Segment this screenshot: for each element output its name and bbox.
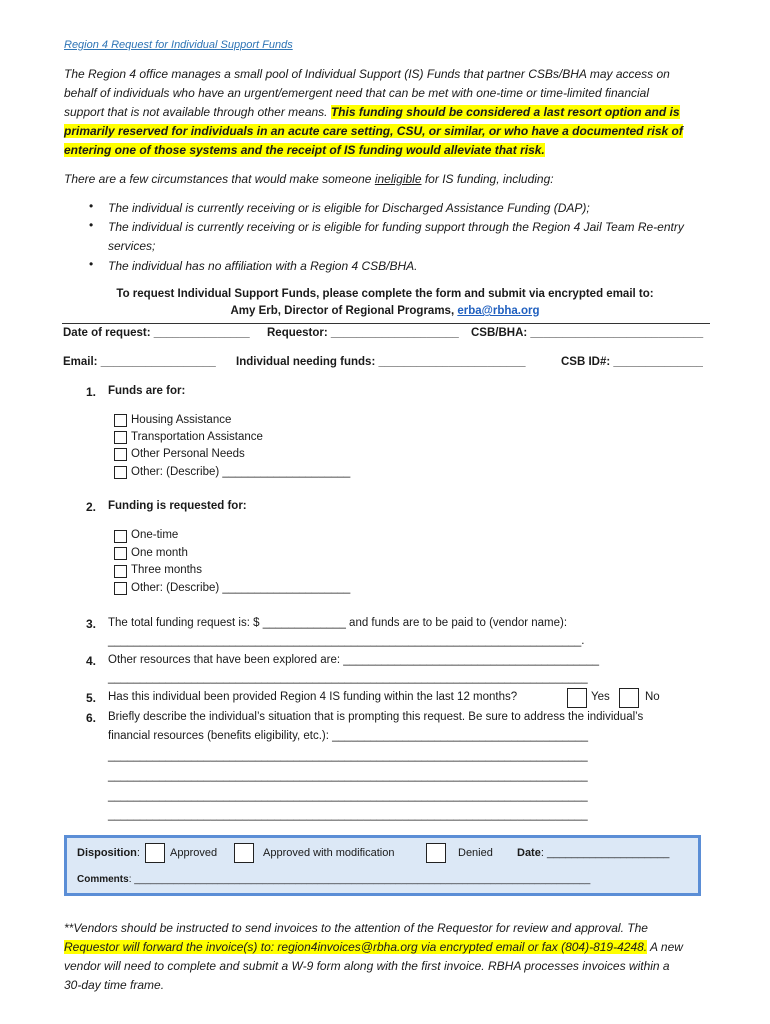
funds-other-label[interactable]: Other: (Describe) ____________________ [131,466,351,478]
approved-with-modification-label: Approved with modification [263,847,395,859]
q6-number: 6. [86,711,97,725]
footer-line-3: vendor will need to complete and submit a W-9 form along with the first invoice. RBHA processes invoices within a [64,959,670,973]
comments-field[interactable] [77,874,590,885]
intro-line-5 [64,141,545,160]
funds-other-checkbox[interactable] [114,466,127,479]
q1-number: 1. [86,385,97,399]
approved-checkbox[interactable] [145,843,165,863]
bullet-dot: • [89,257,94,271]
bullet-item-3: The individual has no affiliation with a Region 4 CSB/BHA. [108,259,418,273]
disposition-label [77,847,140,859]
submit-instructions: To request Individual Support Funds, please complete the form and submit via encrypted email to: [116,288,654,300]
individual-needing-funds-field[interactable]: Individual needing funds: _______________________ [236,356,526,368]
intro-line-3 [64,103,680,122]
q2-label: Funding is requested for: [108,500,247,512]
approved-label: Approved [170,847,218,859]
bullet-item-2-cont: services; [108,239,156,253]
intro-line-5-highlight: entering one of those systems and the receipt of IS funding would alleviate that risk. [64,143,545,157]
q1-label: Funds are for: [108,385,186,397]
footer-line-1: **Vendors should be instructed to send invoices to the attention of the Requestor for review and approval. The [64,921,648,935]
intro-line-2: behalf of individuals who have an urgent/emergent need that can be met with one-time or time-limited financial [64,86,649,100]
three-months-checkbox[interactable] [114,565,127,578]
intro-line-4-highlight: primarily reserved for individuals in an acute care setting, CSU, or similar, or who have a documented risk of [64,124,683,138]
denied-checkbox[interactable] [426,843,446,863]
footer-line-2-highlight: Requestor will forward the invoice(s) to: region4invoices@rbha.org via encrypted email or fax (804)-819-4248. [64,940,648,954]
other-personal-needs-label: Other Personal Needs [131,448,245,460]
disposition-label-text: Disposition [77,847,137,859]
csb-id-field[interactable]: CSB ID#: ______________ [561,356,703,368]
disposition-date-line: : ____________________ [540,847,670,859]
divider [62,323,710,324]
page-title: Region 4 Request for Individual Support Funds [64,39,293,51]
one-month-checkbox[interactable] [114,547,127,560]
footer-line-2-post: A new [647,940,683,954]
q4-blank-line[interactable]: ___________________________________________________________________________ [108,672,588,684]
requestor-field[interactable]: Requestor: ____________________ [267,327,459,339]
q4-number: 4. [86,654,97,668]
transportation-assistance-checkbox[interactable] [114,431,127,444]
bullet-item-2: The individual is currently receiving or is eligible for funding support through the Region 4 Jail Team Re-entry [108,220,684,234]
q6-blank-line[interactable]: ___________________________________________________________________________ [108,790,588,802]
one-time-checkbox[interactable] [114,530,127,543]
q6-blank-line[interactable]: ___________________________________________________________________________ [108,809,588,821]
intro-line-4 [64,122,683,141]
q6-text-2[interactable]: financial resources (benefits eligibility, etc.): ________________________________________ [108,730,588,742]
q3-vendor-line[interactable]: __________________________________________________________________________. [108,635,585,647]
q5-number: 5. [86,691,97,705]
comments-label: Comments [77,874,129,885]
denied-label: Denied [458,847,493,859]
bullet-item-1: The individual is currently receiving or is eligible for Discharged Assistance Funding (DAP); [108,201,590,215]
ineligible-word: ineligible [374,172,422,186]
disposition-colon: : [136,847,140,859]
footer-line-4: 30-day time frame. [64,978,165,992]
disposition-date-label: Date [517,847,541,859]
q5-no-checkbox[interactable] [619,688,639,708]
q6-blank-line[interactable]: ___________________________________________________________________________ [108,750,588,762]
q5-no-label: No [645,691,660,703]
transportation-assistance-label: Transportation Assistance [131,431,263,443]
ineligible-lead-pre: There are a few circumstances that would make someone [64,172,375,186]
approved-with-modification-checkbox[interactable] [234,843,254,863]
footer-line-2 [64,938,683,957]
q5-yes-checkbox[interactable] [567,688,587,708]
housing-assistance-checkbox[interactable] [114,414,127,427]
other-personal-needs-checkbox[interactable] [114,448,127,461]
ineligible-lead-post: for IS funding, including: [421,172,554,186]
period-other-checkbox[interactable] [114,582,127,595]
q3-number: 3. [86,617,97,631]
date-of-request-field[interactable]: Date of request: _______________ [63,327,250,339]
q5-text: Has this individual been provided Region 4 IS funding within the last 12 months? [108,691,518,703]
q5-yes-label: Yes [591,691,610,703]
period-other-label[interactable]: Other: (Describe) ____________________ [131,582,351,594]
intro-line-1: The Region 4 office manages a small pool of Individual Support (IS) Funds that partner CSBs/BHA may access on [64,67,670,81]
csb-bha-field[interactable]: CSB/BHA: ___________________________ [471,327,704,339]
q6-blank-line[interactable]: ___________________________________________________________________________ [108,770,588,782]
comments-line: : __________________________________________________________________________________ [128,874,591,885]
q2-number: 2. [86,500,97,514]
q3-text[interactable]: The total funding request is: $ _____________ and funds are to be paid to (vendor name): [108,617,568,629]
intro-line-3-highlight: This funding should be considered a last resort option and is [330,105,680,119]
disposition-date-field[interactable] [517,847,669,859]
one-month-label: One month [131,547,188,559]
submit-contact-name: Amy Erb, Director of Regional Programs, [230,305,458,317]
submit-contact [0,305,770,317]
one-time-label: One-time [131,529,179,541]
email-field[interactable]: Email: __________________ [63,356,216,368]
q4-text[interactable]: Other resources that have been explored are: ________________________________________ [108,654,600,666]
bullet-dot: • [89,199,94,213]
housing-assistance-label: Housing Assistance [131,414,232,426]
ineligible-lead [64,170,554,189]
intro-line-3-plain: support that is not available through other means. [64,105,328,119]
three-months-label: Three months [131,564,202,576]
contact-email-link[interactable]: erba@rbha.org [457,305,540,317]
q6-text-1: Briefly describe the individual’s situation that is prompting this request. Be sure to address the individual’s [108,711,644,723]
bullet-dot: • [89,218,94,232]
